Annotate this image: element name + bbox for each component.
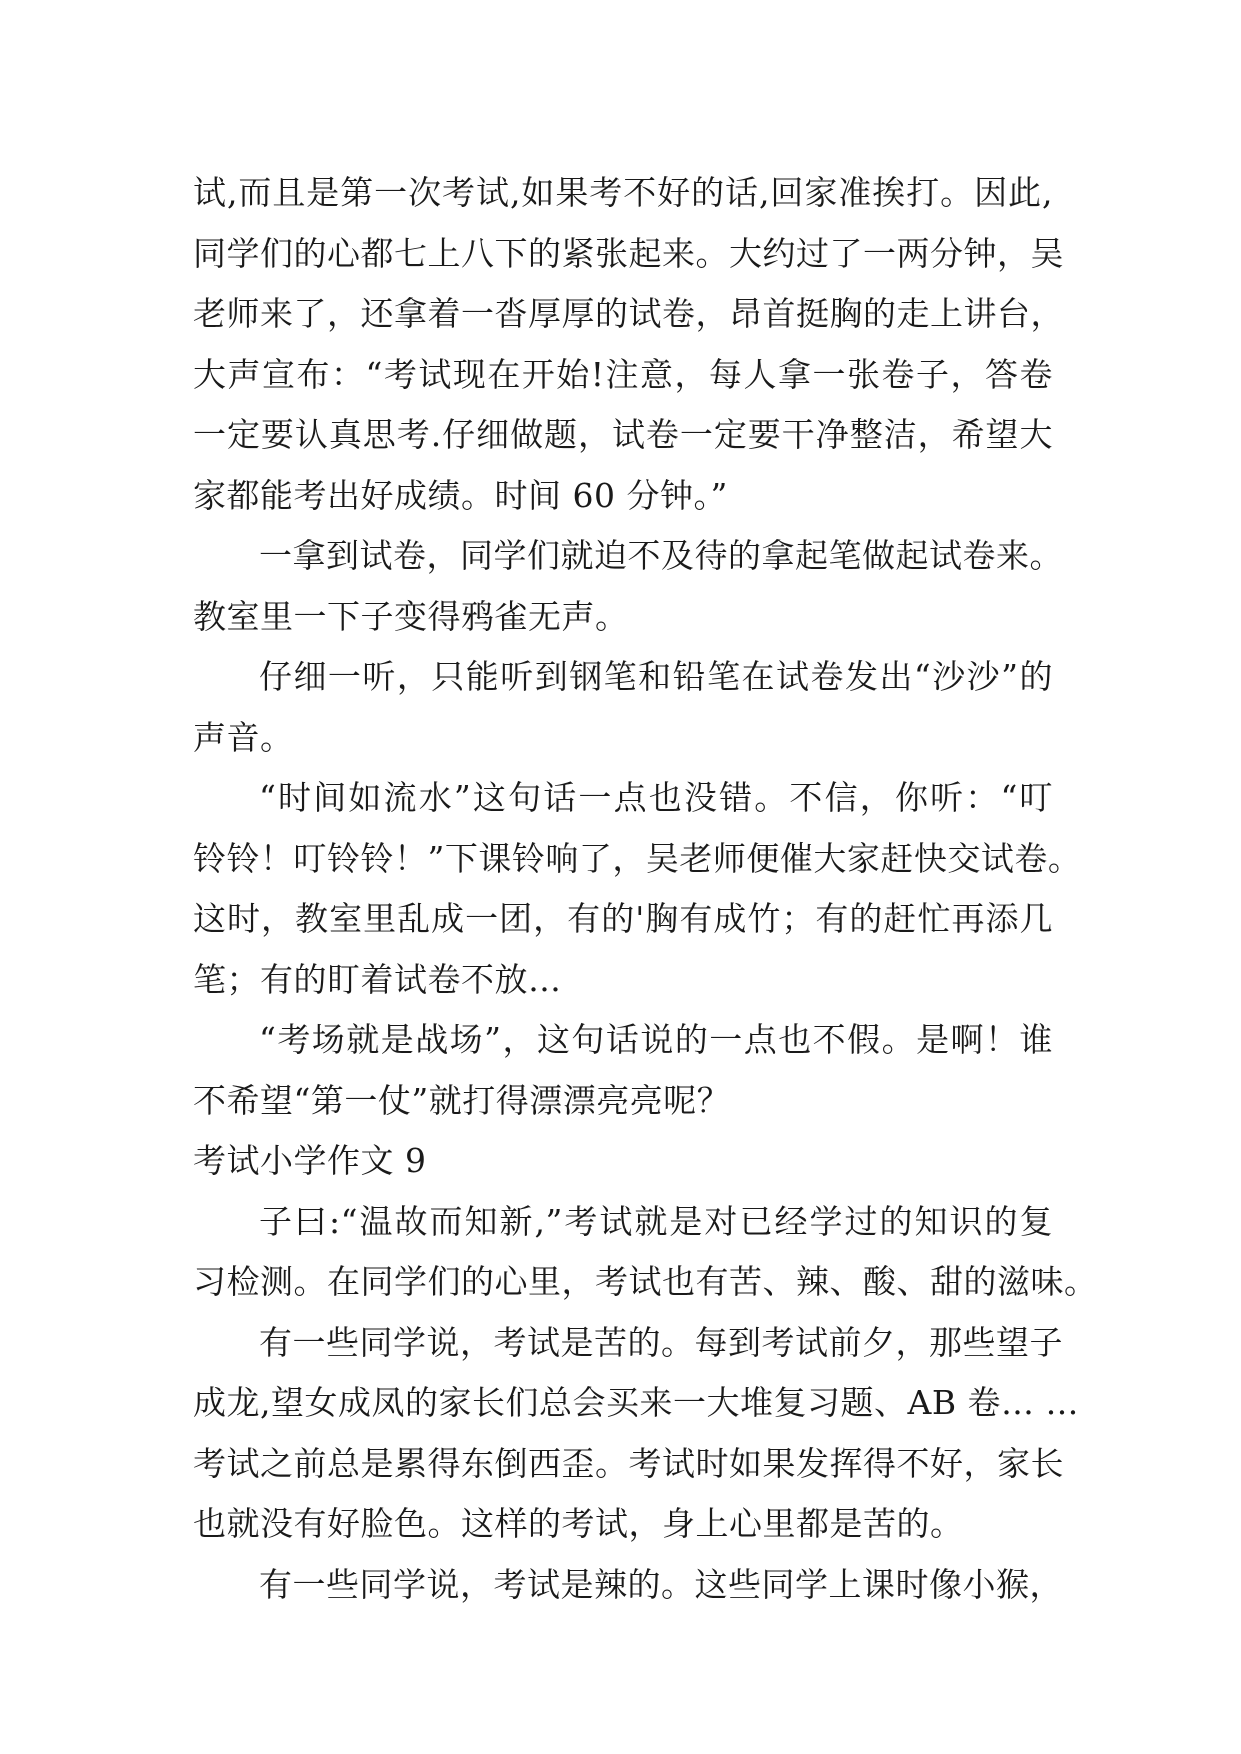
text-line: 同学们的心都七上八下的紧张起来。大约过了一两分钟，吴 [193, 233, 1064, 273]
paragraph-first-line: 一拿到试卷，同学们就迫不及待的拿起笔做起试卷来。 [259, 536, 1063, 575]
paragraph-first-line: 仔细一听，只能听到钢笔和铅笔在试卷发出“沙沙”的 [259, 657, 1053, 696]
text-line: 铃铃！叮铃铃！”下课铃响了，吴老师便催大家赶快交试卷。 [193, 838, 1082, 878]
text-line: 笔；有的盯着试卷不放… [193, 959, 562, 999]
text-line: 大声宣布：“考试现在开始!注意，每人拿一张卷子，答卷 [193, 354, 1053, 394]
text-line: 老师来了，还拿着一沓厚厚的试卷，昂首挺胸的走上讲台， [193, 294, 1064, 333]
text-line: 也就没有好脸色。这样的考试，身上心里都是苦的。 [193, 1504, 964, 1543]
paragraph-first-line: 有一些同学说，考试是辣的。这些同学上课时像小猴， [259, 1564, 1063, 1604]
essay-text [193, 163, 1098, 1615]
text-line: 成龙,望女成凤的家长们总会买来一大堆复习题、AB 卷… … [193, 1383, 1080, 1422]
paragraph-first-line: “考场就是战场”，这句话说的一点也不假。是啊！谁 [259, 1020, 1053, 1059]
text-line: 不希望“第一仗”就打得漂漂亮亮呢？ [193, 1080, 731, 1120]
text-line: 习检测。在同学们的心里，考试也有苦、辣、酸、甜的滋味。 [193, 1262, 1098, 1301]
text-line: 这时，教室里乱成一团，有的'胸有成竹；有的赶忙再添几 [193, 899, 1053, 938]
text-line: 一定要认真思考.仔细做题，试卷一定要干净整洁，希望大 [193, 415, 1053, 454]
paragraph-first-line: “时间如流水”这句话一点也没错。不信，你听：“叮 [259, 778, 1053, 817]
text-line: 考试之前总是累得东倒西歪。考试时如果发挥得不好，家长 [193, 1443, 1064, 1483]
section-heading: 考试小学作文 9 [193, 1141, 427, 1180]
paragraph-first-line: 子曰:“温故而知新,”考试就是对已经学过的知识的复 [259, 1201, 1053, 1241]
paragraph-first-line: 有一些同学说，考试是苦的。每到考试前夕，那些望子 [259, 1322, 1063, 1362]
text-line: 教室里一下子变得鸦雀无声。 [193, 596, 629, 636]
text-line: 试,而且是第一次考试,如果考不好的话,回家准挨打。因此, [193, 173, 1053, 212]
text-line: 声音。 [193, 717, 294, 757]
text-line: 家都能考出好成绩。时间 60 分钟。” [193, 475, 728, 515]
